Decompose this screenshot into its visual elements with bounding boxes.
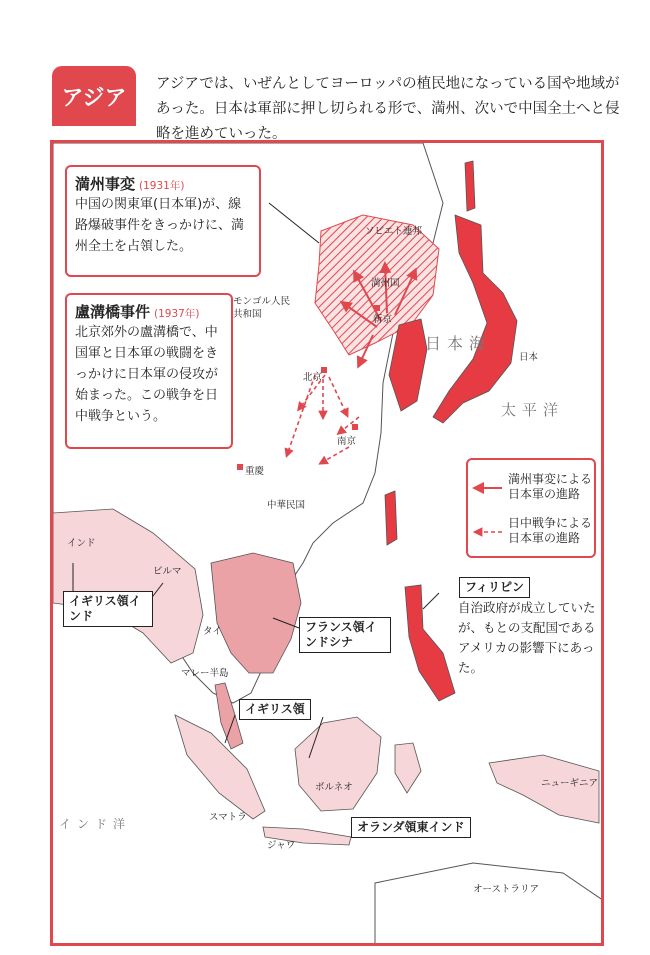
legend-war: 日中戦争による日本軍の進路 xyxy=(508,516,593,545)
philippines-desc: 自治政府が成立していたが、もとの支配国であるアメリカの影響下にあった。 xyxy=(458,600,596,675)
label-sumatra: スマトラ xyxy=(209,812,247,823)
sakhalin-south xyxy=(465,161,475,211)
tag-british: イギリス領 xyxy=(239,699,311,720)
manchuria-year: (1931年) xyxy=(139,180,185,192)
sulawesi-region xyxy=(395,743,421,793)
marco-polo-box xyxy=(65,293,233,449)
label-malay: マレー半島 xyxy=(181,668,229,679)
label-nanjing: 南京 xyxy=(337,436,357,447)
label-burma: ビルマ xyxy=(153,566,182,577)
new-guinea-region xyxy=(489,755,599,823)
label-beijing: 北京 xyxy=(303,372,323,383)
sea-pacific: 太平洋 xyxy=(501,401,565,419)
manchuria-title: 満州事変 xyxy=(75,175,136,193)
legend-arrows xyxy=(468,460,508,560)
tag-french-indochina: フランス領インドシナ xyxy=(299,617,391,653)
tag-british-india: イギリス領インド xyxy=(63,591,153,627)
chongqing-marker xyxy=(237,464,243,470)
manchuria-desc: 中国の関東軍(日本軍)が、線路爆破事件をきっかけに、満州全土を占領した。 xyxy=(75,197,245,254)
taiwan xyxy=(385,491,397,545)
label-roc: 中華民国 xyxy=(267,500,306,511)
sea-indian: インド洋 xyxy=(59,817,132,831)
label-manchukuo: 満州国 xyxy=(371,278,400,289)
label-soviet: ソビエト連邦 xyxy=(365,226,423,237)
label-borneo: ボルネオ xyxy=(315,782,353,793)
sea-japan: 日本海 xyxy=(425,334,492,353)
borneo-region xyxy=(295,717,381,811)
label-chongqing: 重慶 xyxy=(245,466,265,477)
section-tag: アジア xyxy=(52,66,136,126)
label-xinjing: 新京 xyxy=(373,314,393,325)
manchuria-box xyxy=(65,165,261,277)
tag-dutch-east-indies: オランダ領東インド xyxy=(351,817,471,838)
legend-manchuria: 満州事変による日本軍の進路 xyxy=(508,472,593,501)
tag-philippines: フィリピン xyxy=(459,577,530,598)
japan-islands xyxy=(433,215,517,423)
intro-text: アジアでは、いぜんとしてヨーロッパの植民地になっている国や地域があった。日本は軍部に押し切られる形で、満州、次いで中国全土へと侵略を進めていった。 xyxy=(156,76,620,142)
label-australia: オーストラリア xyxy=(473,884,540,895)
label-thailand: タイ xyxy=(203,626,222,637)
label-java: ジャワ xyxy=(267,840,296,851)
sumatra-region xyxy=(175,715,265,819)
label-mongolia: モンゴル人民共和国 xyxy=(233,296,291,320)
label-japan: 日本 xyxy=(519,352,539,363)
label-india: インド xyxy=(67,538,96,549)
marco-polo-year: (1937年) xyxy=(154,308,200,320)
marco-polo-desc: 北京郊外の盧溝橋で、中国軍と日本軍の戦闘をきっかけに日本軍の侵攻が始まった。この戦争を日中戦争という。 xyxy=(75,325,219,424)
australia-region xyxy=(375,863,604,946)
legend xyxy=(466,458,596,558)
label-new-guinea: ニューギニア xyxy=(541,778,599,789)
nanjing-marker xyxy=(352,424,358,430)
marco-polo-title: 盧溝橋事件 xyxy=(75,303,151,321)
